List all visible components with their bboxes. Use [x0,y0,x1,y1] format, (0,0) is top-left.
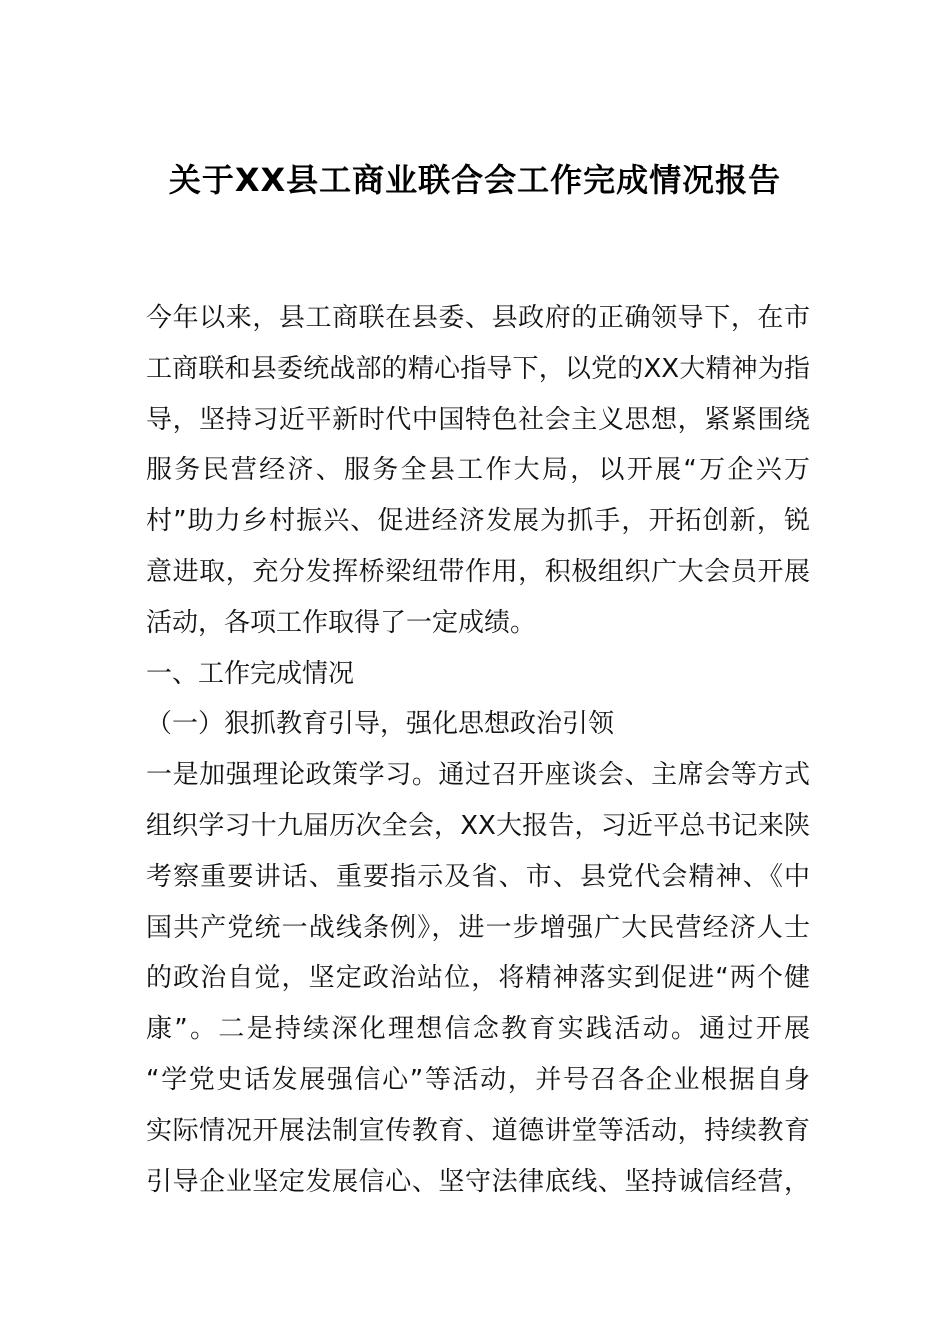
document-body [146,293,810,1207]
paragraph-line: 意进取，充分发挥桥梁纽带作用，积极组织广大会员开展 [146,556,810,587]
paragraph-line: 工商联和县委统战部的精心指导下，以党的XX大精神为指 [146,353,810,384]
paragraph-line: 村”助力乡村振兴、促进经济发展为抓手，开拓创新，锐 [146,506,810,537]
paragraph-line: 的政治自觉，坚定政治站位，将精神落实到促进“两个健 [146,963,810,994]
paragraph-line: 今年以来，县工商联在县委、县政府的正确领导下，在市 [146,303,810,333]
paragraph-line: 实际情况开展法制宣传教育、道德讲堂等活动，持续教育 [146,1115,810,1146]
subsection-heading: （一）狠抓教育引导，强化思想政治引领 [146,709,615,740]
section-heading: 一、工作完成情况 [146,658,355,689]
paragraph-line: 活动，各项工作取得了一定成绩。 [146,607,537,638]
document-title: 关于XX县工商业联合会工作完成情况报告 [168,161,782,199]
paragraph-line: 考察重要讲话、重要指示及省、市、县党代会精神、《中 [146,861,810,892]
paragraph-line: 国共产党统一战线条例》，进一步增强广大民营经济人士 [146,912,810,943]
paragraph-line: 导，坚持习近平新时代中国特色社会主义思想，紧紧围绕 [146,404,810,435]
paragraph-line: 康”。二是持续深化理想信念教育实践活动。通过开展 [146,1014,810,1045]
paragraph-line: 引导企业坚定发展信心、坚守法律底线、坚持诚信经营， [146,1166,810,1197]
paragraph-line: 组织学习十九届历次全会，XX大报告，习近平总书记来陕 [146,810,810,841]
paragraph-line: 服务民营经济、服务全县工作大局，以开展“万企兴万 [146,455,810,486]
paragraph-line: “学党史话发展强信心”等活动，并号召各企业根据自身 [146,1064,810,1095]
paragraph-line: 一是加强理论政策学习。通过召开座谈会、主席会等方式 [146,760,810,791]
